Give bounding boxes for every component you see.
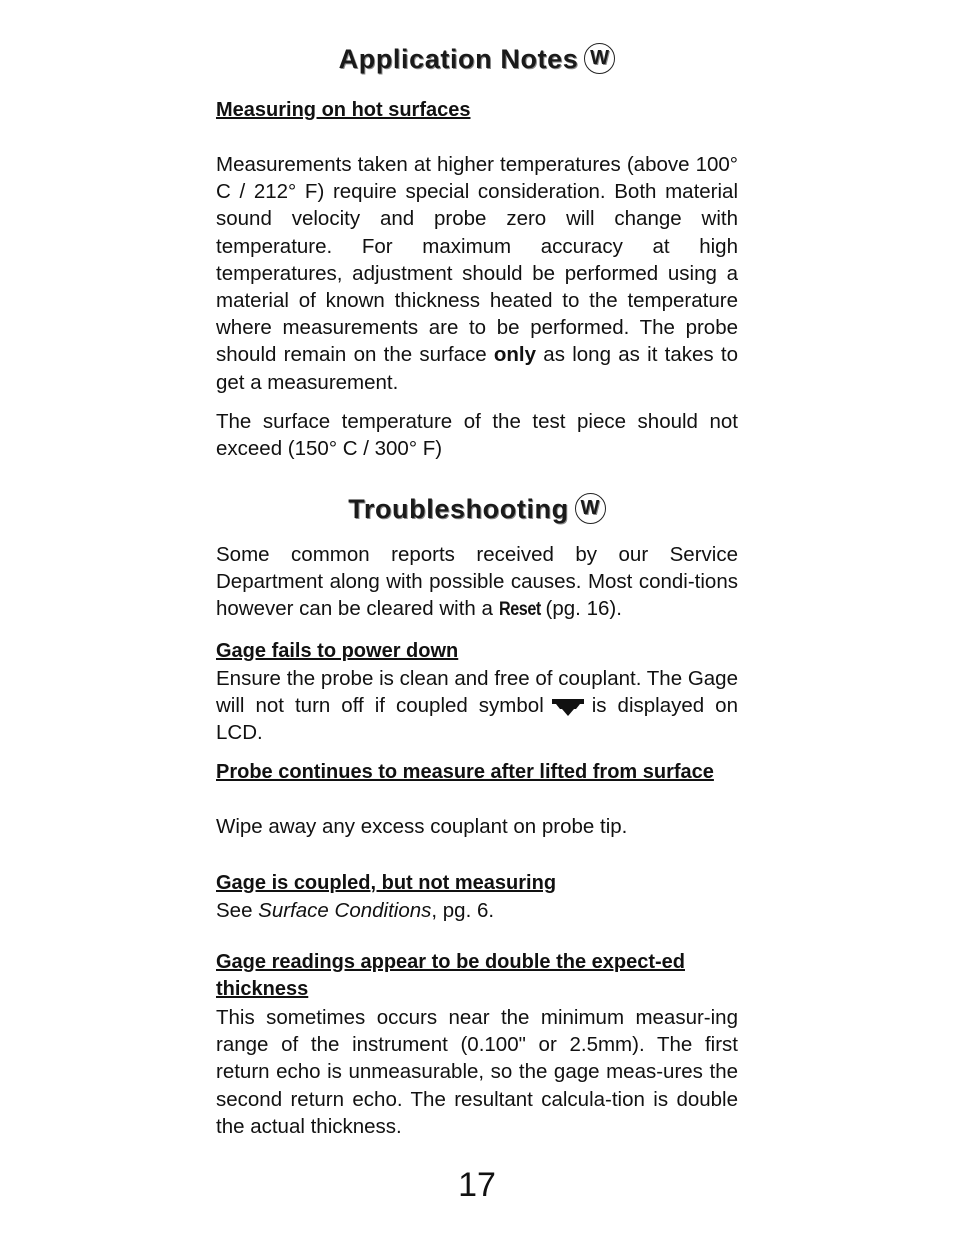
power-down-text: Ensure the probe is clean and free of couplant. The Gage will not turn off if coupled symbol <box>216 667 738 718</box>
w-circle-icon: W <box>575 493 606 524</box>
trouble-heading-power-down: Gage fails to power down <box>216 640 459 662</box>
troubleshooting-intro <box>216 541 738 624</box>
application-notes-title: Application Notes <box>338 44 579 74</box>
trouble-heading-coupled-not-measuring: Gage is coupled, but not measuring <box>216 872 557 894</box>
trouble-heading-double-thickness: Gage readings appear to be double the expect-ed thickness <box>216 951 685 1000</box>
intro-text-end: (pg. 16). <box>539 597 622 621</box>
power-down-text-end: is displayed on LCD. <box>216 694 738 745</box>
coupled-symbol-icon <box>550 696 586 718</box>
hot-surfaces-text: Measurements taken at higher temperatures (above 100° C / 212° F) require special consideration. Both material sound velocity and probe zero will change with temperature. For maximum accuracy at high temperatures, adjustment should be performed using a material of known thickness heated to the temperature where measurements are to be performed. The probe should remain on the surface <box>216 153 738 367</box>
page-reference-text: , pg. 6. <box>431 899 495 922</box>
surface-conditions-reference: Surface Conditions <box>258 899 432 922</box>
page-number: 17 <box>458 1166 496 1204</box>
trouble-text-coupled-not-measuring <box>216 897 738 924</box>
see-text: See <box>216 899 259 922</box>
hot-surfaces-text-end: as long as it takes to get a measurement. <box>216 343 738 394</box>
trouble-text-power-down <box>216 665 738 747</box>
intro-text: Some common reports received by our Service Department along with possible causes. Most condi-tions however can be cleared with a <box>216 543 738 621</box>
trouble-heading-probe-lifted: Probe continues to measure after lifted from surface <box>216 761 714 783</box>
application-notes-heading <box>216 44 738 76</box>
hot-surfaces-subheading: Measuring on hot surfaces <box>216 99 471 121</box>
reset-label: Reset <box>498 599 541 621</box>
hot-surfaces-paragraph <box>216 151 738 396</box>
trouble-text-double-thickness: This sometimes occurs near the minimum measur-ing range of the instrument (0.100" or 2.5mm). The first return echo is unmeasurable, so the gage meas-ures the second return echo. The resultant calcula-tion is double the actual thickness. <box>216 1006 738 1138</box>
emphasis-only: only <box>493 343 537 367</box>
troubleshooting-title: Troubleshooting <box>348 494 569 524</box>
troubleshooting-heading <box>216 494 738 526</box>
trouble-text-probe-lifted: Wipe away any excess couplant on probe tip. <box>216 815 628 838</box>
surface-temperature-paragraph: The surface temperature of the test piece should not exceed (150° C / 300° F) <box>216 410 738 461</box>
w-circle-icon: W <box>584 43 615 74</box>
